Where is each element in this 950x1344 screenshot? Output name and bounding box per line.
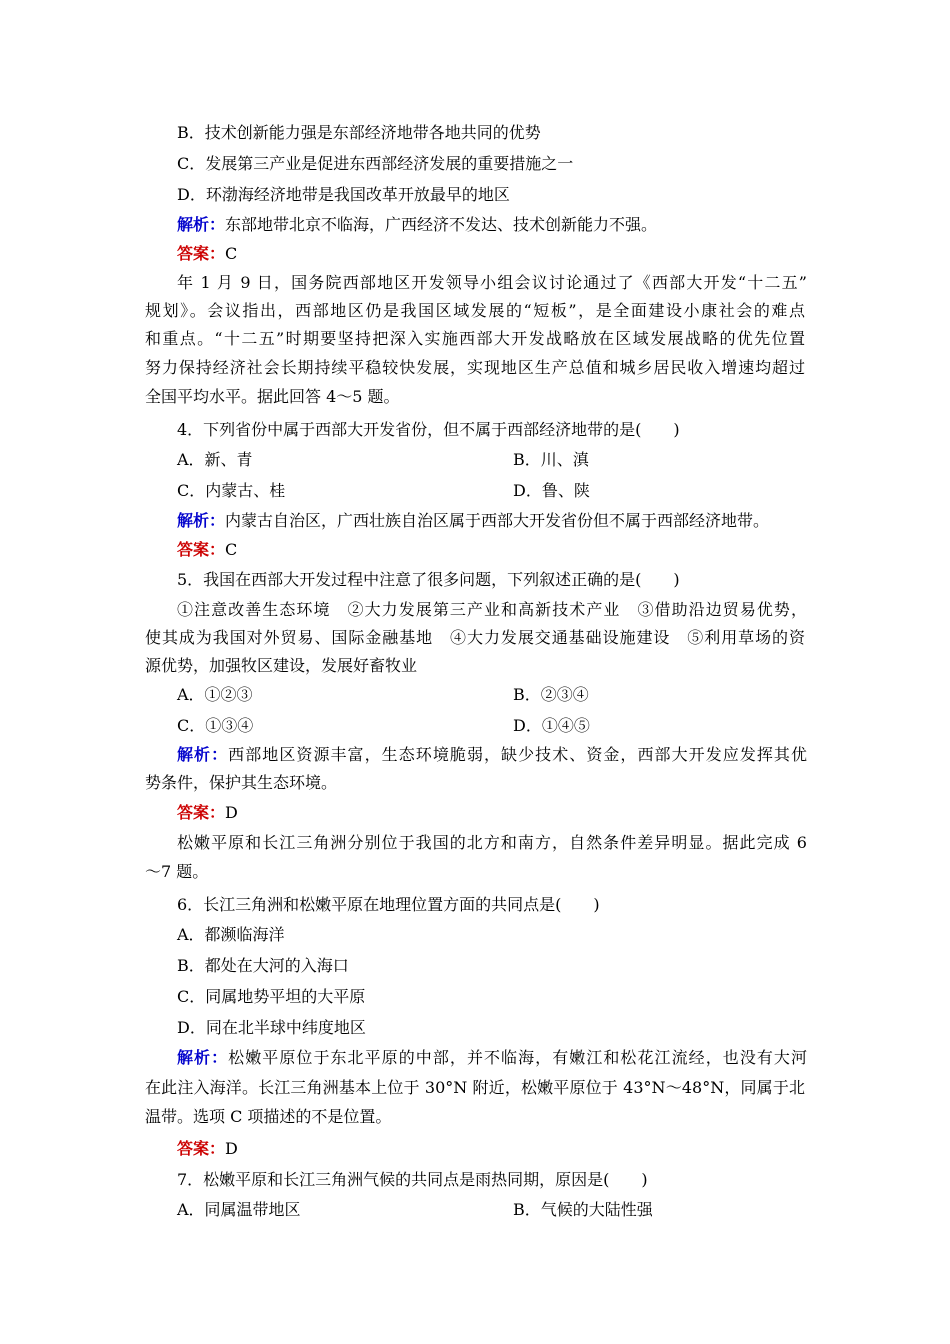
q5-analysis-cont: 势条件，保护其生态环境。 — [145, 773, 338, 792]
q6-analysis — [177, 1048, 807, 1068]
passage1-line: 和重点。“十二五”时期要坚持把深入实施西部大开发战略放在区域发展战略的优先位置 — [145, 329, 805, 348]
q4-analysis — [177, 511, 769, 531]
q4-stem: 4．下列省份中属于西部大开发省份，但不属于西部经济地带的是( ) — [177, 420, 680, 439]
answer-label: 答案： — [177, 540, 226, 559]
analysis-label: 解析： — [177, 215, 226, 234]
q3-answer — [177, 244, 237, 264]
answer-value: C — [225, 540, 238, 559]
q4-option-b: B．川、滇 — [513, 450, 589, 469]
answer-label: 答案： — [177, 803, 226, 822]
answer-label: 答案： — [177, 1139, 226, 1158]
q6-stem: 6．长江三角洲和松嫩平原在地理位置方面的共同点是( ) — [177, 895, 600, 914]
analysis-text: 内蒙古自治区，广西壮族自治区属于西部大开发省份但不属于西部经济地带。 — [225, 511, 770, 530]
q7-stem: 7．松嫩平原和长江三角洲气候的共同点是雨热同期，原因是( ) — [177, 1170, 648, 1189]
passage1-line: 努力保持经济社会长期持续平稳较快发展，实现地区生产总值和城乡居民收入增速均超过 — [145, 358, 805, 377]
analysis-label: 解析： — [177, 511, 226, 530]
q5-item-line: ①注意改善生态环境 ②大力发展第三产业和高新技术产业 ③借助沿边贸易优势， — [177, 600, 807, 619]
q3-analysis — [177, 215, 657, 235]
q5-option-b: B．②③④ — [513, 685, 589, 704]
q5-option-a: A．①②③ — [177, 685, 253, 704]
q5-answer — [177, 803, 238, 823]
passage1-line: 全国平均水平。据此回答 4～5 题。 — [145, 387, 400, 406]
q4-answer — [177, 540, 237, 560]
q6-option-c: C．同属地势平坦的大平原 — [177, 987, 366, 1006]
q5-item-line: 使其成为我国对外贸易、国际金融基地 ④大力发展交通基础设施建设 ⑤利用草场的资 — [145, 628, 805, 647]
analysis-label: 解析： — [177, 1048, 229, 1067]
passage2-line: ～7 题。 — [145, 862, 209, 881]
q6-analysis-cont: 在此注入海洋。长江三角洲基本上位于 30°N 附近，松嫩平原位于 43°N～48°N，同属于北 — [145, 1078, 805, 1097]
q3-option-d: D．环渤海经济地带是我国改革开放最早的地区 — [177, 185, 510, 204]
analysis-text: 东部地带北京不临海，广西经济不发达、技术创新能力不强。 — [225, 215, 658, 234]
answer-value: C — [225, 244, 238, 263]
q6-option-b: B．都处在大河的入海口 — [177, 956, 349, 975]
analysis-text: 西部地区资源丰富，生态环境脆弱，缺少技术、资金，西部大开发应发挥其优 — [228, 745, 807, 764]
q3-option-b: B．技术创新能力强是东部经济地带各地共同的优势 — [177, 123, 541, 142]
q6-analysis-cont: 温带。选项 C 项描述的不是位置。 — [145, 1107, 392, 1126]
passage1-line: 规划》。会议指出，西部地区仍是我国区域发展的“短板”，是全面建设小康社会的难点 — [145, 301, 805, 320]
answer-label: 答案： — [177, 244, 226, 263]
passage1-line: 年 1 月 9 日，国务院西部地区开发领导小组会议讨论通过了《西部大开发“十二五” — [177, 273, 807, 292]
q5-item-line: 源优势，加强牧区建设，发展好畜牧业 — [145, 656, 418, 675]
q6-answer — [177, 1139, 238, 1159]
q5-option-c: C．①③④ — [177, 716, 254, 735]
answer-value: D — [225, 803, 238, 822]
answer-value: D — [225, 1139, 238, 1158]
q6-option-d: D．同在北半球中纬度地区 — [177, 1018, 366, 1037]
q4-option-d: D．鲁、陕 — [513, 481, 590, 500]
q4-option-a: A．新、青 — [177, 450, 253, 469]
q5-stem: 5．我国在西部大开发过程中注意了很多问题，下列叙述正确的是( ) — [177, 570, 680, 589]
q6-option-a: A．都濒临海洋 — [177, 925, 285, 944]
q3-option-c: C．发展第三产业是促进东西部经济发展的重要措施之一 — [177, 154, 574, 173]
q7-option-a: A．同属温带地区 — [177, 1200, 301, 1219]
analysis-text: 松嫩平原位于东北平原的中部，并不临海，有嫩江和松花江流经，也没有大河 — [228, 1048, 807, 1067]
q4-option-c: C．内蒙古、桂 — [177, 481, 286, 500]
q7-option-b: B．气候的大陆性强 — [513, 1200, 653, 1219]
q5-analysis — [177, 745, 807, 765]
analysis-label: 解析： — [177, 745, 229, 764]
passage2-line: 松嫩平原和长江三角洲分别位于我国的北方和南方，自然条件差异明显。据此完成 6 — [177, 833, 807, 852]
q5-option-d: D．①④⑤ — [513, 716, 590, 735]
